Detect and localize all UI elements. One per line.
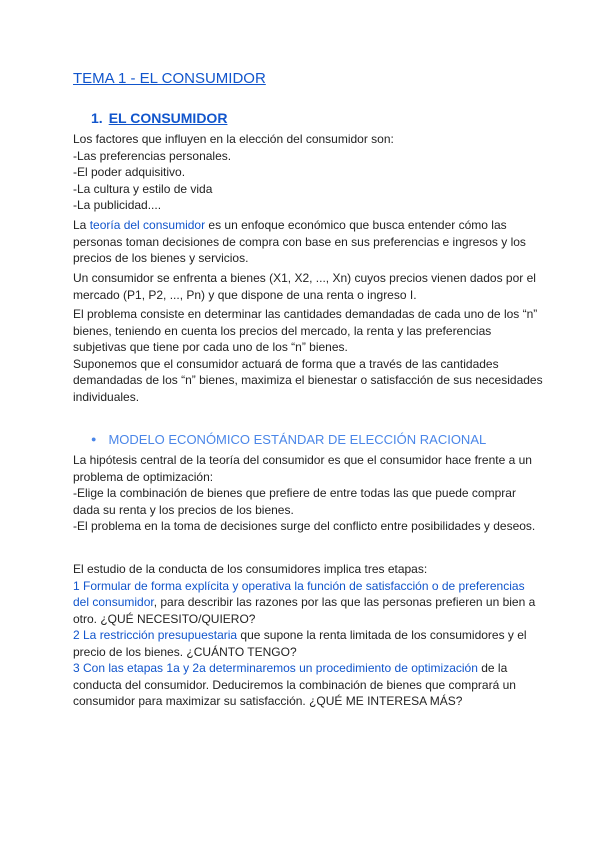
conflict-text: -El problema en la toma de decisiones surge del conflicto entre posibilidades y deseos. [73,519,536,533]
section-heading-el-consumidor [91,110,227,126]
stage-1-link[interactable]: 1 Formular de forma explícita y operativa la función de satisfacción o de preferencias del consumidor [73,578,525,609]
choose-text: -Elige la combinación de bienes que prefiere de entre todas las que puede comprar dada su renta y los precios de los bienes. [73,486,516,517]
factors-intro: Los factores que influyen en la elección del consumidor son: [73,132,394,146]
document-title: TEMA 1 - EL CONSUMIDOR [73,70,266,87]
theory-paragraph [73,217,543,267]
consumer-faces-text: Un consumidor se enfrenta a bienes (X1, X2, ..., Xn) cuyos precios vienen dados por el mercado (P1, P2, ..., Pn) y que dispone de una renta o ingreso I. [73,271,536,302]
assume-text: Suponemos que el consumidor actuará de forma que a través de las cantidades demandadas de los “n” bienes, maximiza el bienestar o satisfacción de sus necesidades individuales. [73,356,543,404]
theory-link[interactable]: teoría del consumidor [89,218,206,232]
theory-suffix: es un enfoque económico que busca entender cómo las personas toman decisiones de compra con base en sus preferencias e ingresos y los precios de los bienes y servicios. [73,218,526,265]
bullet-icon: ● [91,434,97,444]
consumer-faces-paragraph [73,270,543,303]
factor-item: -El poder adquisitivo. [73,165,186,179]
problem-text: El problema consiste en determinar las cantidades demandadas de cada uno de los “n” bienes, teniendo en cuenta los precios del mercado, la renta y las preferencias subjetivas que tiene por cada uno de los “n” bienes. [73,307,538,354]
stage-1 [73,578,543,628]
stage-3 [73,660,543,710]
problem-paragraph [73,306,543,405]
factor-item: -La cultura y estilo de vida [73,181,213,196]
factor-item: -Las preferencias personales. [73,148,232,163]
stage-2 [73,627,543,660]
stages-paragraph [73,561,543,710]
stage-2-link[interactable]: 2 La restricción presupuestaria [73,628,238,642]
hypothesis-text: La hipótesis central de la teoría del consumidor es que el consumidor hace frente a un problema de optimización: [73,453,532,484]
section-number: 1. [91,110,103,126]
model-heading-text: MODELO ECONÓMICO ESTÁNDAR DE ELECCIÓN RACIONAL [108,432,487,447]
stages-intro: El estudio de la conducta de los consumidores implica tres etapas: [73,562,428,576]
theory-prefix: La [73,218,90,232]
hypothesis-paragraph [73,452,543,535]
factors-list [73,131,543,214]
section-title: EL CONSUMIDOR [108,110,228,126]
stage-3-text: de la conducta del consumidor. Deduciremos la combinación de bienes que comprará un consumidor para maximizar su satisfacción. ¿QUÉ ME INTERESA MÁS? [73,661,516,708]
stage-2-text: que supone la renta limitada de los consumidores y el precio de los bienes. ¿CUÁNTO TENGO? [73,628,527,659]
model-heading [91,432,486,447]
factor-item: -La publicidad.... [73,198,162,212]
stage-1-text: , para describir las razones por las que las personas prefieren un bien a otro. ¿QUÉ NECESITO/QUIERO? [73,595,536,626]
stage-3-link[interactable]: 3 Con las etapas 1a y 2a determinaremos un procedimiento de optimización [73,661,478,675]
